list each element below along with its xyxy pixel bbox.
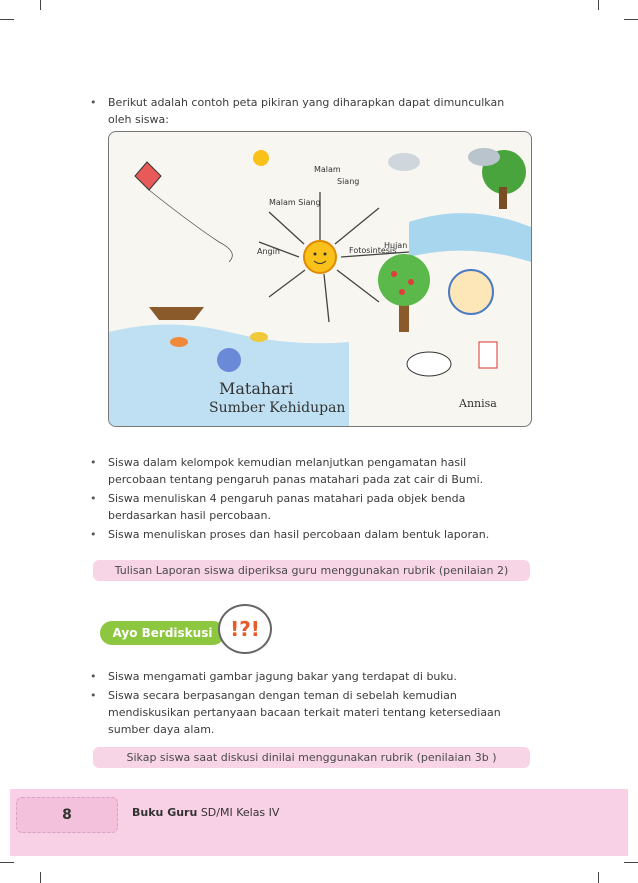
bullet-item: • Siswa menuliskan 4 pengaruh panas matahari pada objek benda berdasarkan hasil percobaan.: [90, 490, 520, 524]
crop-mark: [40, 0, 41, 10]
speech-bubble-icon: [218, 604, 272, 654]
map-subtitle-text: Sumber Kehidupan: [209, 400, 346, 416]
crop-mark: [624, 19, 638, 20]
footer-title-bold: Buku Guru: [132, 806, 198, 819]
fish-icon: [250, 332, 268, 342]
signature-text: Annisa: [459, 397, 497, 410]
octopus-icon: [217, 348, 241, 372]
bullet-item: • Siswa secara berpasangan dengan teman di sebelah kemudian mendiskusikan pertanyaan bacaan terkait materi tentang ketersediaan sumber daya alam.: [90, 687, 520, 738]
crop-mark: [0, 19, 14, 20]
tree-icon: [378, 254, 430, 306]
page-footer: [10, 789, 628, 856]
label-siang: Siang: [337, 177, 360, 186]
bottom-bullets: [90, 668, 520, 740]
discuss-label: Ayo Berdiskusi: [100, 621, 225, 645]
bullet-item: • Siswa dalam kelompok kemudian melanjutkan pengamatan hasil percobaan tentang pengaruh panas matahari pada zat cair di Bumi.: [90, 454, 520, 488]
label-malam: Malam: [314, 165, 341, 174]
crop-mark: [598, 0, 599, 10]
child-portrait-icon: [449, 270, 493, 314]
footer-title: [132, 806, 279, 819]
branch-label-hujan: Hujan: [384, 241, 408, 250]
sun-icon: [304, 241, 336, 273]
cloud-icon: [388, 153, 420, 171]
discuss-section: [100, 604, 270, 658]
milk-box-icon: [479, 342, 497, 368]
page-number: 8: [16, 797, 118, 833]
footer-title-rest: SD/MI Kelas IV: [200, 806, 280, 819]
bullet-item: • Siswa mengamati gambar jagung bakar yang terdapat di buku.: [90, 668, 520, 685]
crop-mark: [40, 872, 41, 883]
map-title-text: Matahari: [219, 379, 294, 398]
boat-icon: [149, 307, 204, 320]
river-shape: [409, 213, 531, 262]
cow-icon: [407, 352, 451, 376]
kite-icon: [135, 162, 161, 190]
crop-mark: [624, 862, 638, 863]
assessment-note: Tulisan Laporan siswa diperiksa guru menggunakan rubrik (penilaian 2): [93, 560, 530, 581]
intro-bullets: [90, 94, 530, 130]
branch-label-fotosintesis: Fotosintesis: [349, 246, 397, 255]
branch-label-angin: Angin: [257, 247, 280, 256]
crop-mark: [0, 862, 14, 863]
crop-mark: [598, 872, 599, 883]
intro-bullet: • Berikut adalah contoh peta pikiran yang diharapkan dapat dimunculkan oleh siswa:: [90, 94, 530, 128]
cloud-icon: [468, 148, 500, 166]
branch-label-malam-siang: Malam Siang: [269, 198, 321, 207]
mind-map-figure: [108, 131, 532, 427]
bullet-item: • Siswa menuliskan proses dan hasil percobaan dalam bentuk laporan.: [90, 526, 520, 543]
mid-bullets: [90, 454, 520, 545]
fish-icon: [170, 337, 188, 347]
sun-small-icon: [253, 150, 269, 166]
mind-map-drawing: [109, 132, 531, 426]
bubble-text: !?!: [230, 617, 260, 641]
assessment-note: Sikap siswa saat diskusi dinilai menggunakan rubrik (penilaian 3b ): [93, 747, 530, 768]
